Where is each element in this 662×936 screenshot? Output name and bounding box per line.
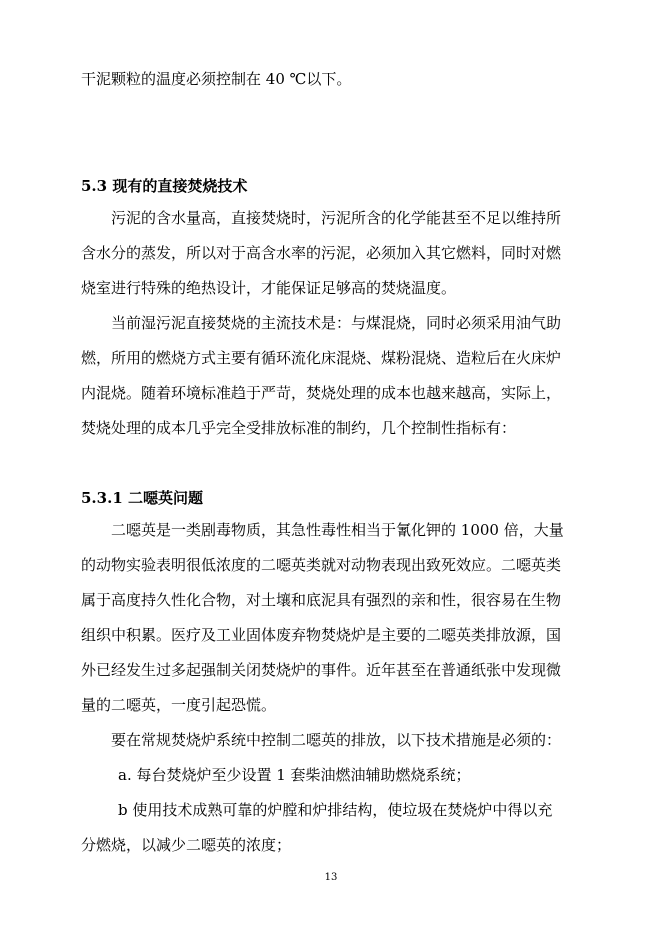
page-number: 13 [324, 872, 338, 883]
intro-line: 干泥颗粒的温度必须控制在 40 ℃以下。 [81, 70, 352, 88]
section-5-3-heading: 5.3 现有的直接焚烧技术 [81, 177, 248, 195]
section-5-3-p2-line-1: 当前湿污泥直接焚烧的主流技术是：与煤混烧，同时必须采用油气助 [111, 314, 562, 332]
section-5-3-p1-line-2: 含水分的蒸发，所以对于高含水率的污泥，必须加入其它燃料，同时对燃 [81, 244, 562, 262]
section-5-3-1-p2: 要在常规焚烧炉系统中控制二噁英的排放，以下技术措施是必须的： [111, 731, 562, 749]
section-5-3-1-p1-line-5: 外已经发生过多起强制关闭焚烧炉的事件。近年甚至在普通纸张中发现微 [81, 661, 562, 679]
section-5-3-p1-line-3: 烧室进行特殊的绝热设计，才能保证足够高的焚烧温度。 [81, 279, 457, 297]
section-5-3-p2-line-4: 焚烧处理的成本几乎完全受排放标准的制约，几个控制性指标有： [81, 419, 517, 437]
section-5-3-p2-line-2: 燃，所用的燃烧方式主要有循环流化床混烧、煤粉混烧、造粒后在火床炉 [81, 349, 562, 367]
section-5-3-1-p1-line-2: 的动物实验表明很低浓度的二噁英类就对动物表现出致死效应。二噁英类 [81, 556, 562, 574]
section-5-3-1-p1-line-1: 二噁英是一类剧毒物质，其急性毒性相当于氰化钾的 1000 倍，大量 [111, 521, 564, 539]
section-5-3-1-p1-line-6: 量的二噁英，一度引起恐慌。 [81, 696, 277, 714]
section-5-3-1-p1-line-3: 属于高度持久性化合物，对土壤和底泥具有强烈的亲和性，很容易在生物 [81, 591, 562, 609]
list-item-b-line-1: b 使用技术成熟可靠的炉膛和炉排结构，使垃圾在焚烧炉中得以充 [118, 801, 553, 819]
section-5-3-1-heading: 5.3.1 二噁英问题 [81, 489, 203, 507]
list-item-b-line-2: 分燃烧，以减少二噁英的浓度； [81, 836, 292, 854]
section-5-3-p2-line-3: 内混烧。随着环境标准趋于严苛，焚烧处理的成本也越来越高，实际上， [81, 384, 562, 402]
list-item-a: a. 每台焚烧炉至少设置 1 套柴油燃油辅助燃烧系统； [118, 766, 471, 784]
section-5-3-1-p1-line-4: 组织中积累。医疗及工业固体废弃物焚烧炉是主要的二噁英类排放源，国 [81, 626, 562, 644]
section-5-3-p1-line-1: 污泥的含水量高，直接焚烧时，污泥所含的化学能甚至不足以维持所 [111, 209, 562, 227]
